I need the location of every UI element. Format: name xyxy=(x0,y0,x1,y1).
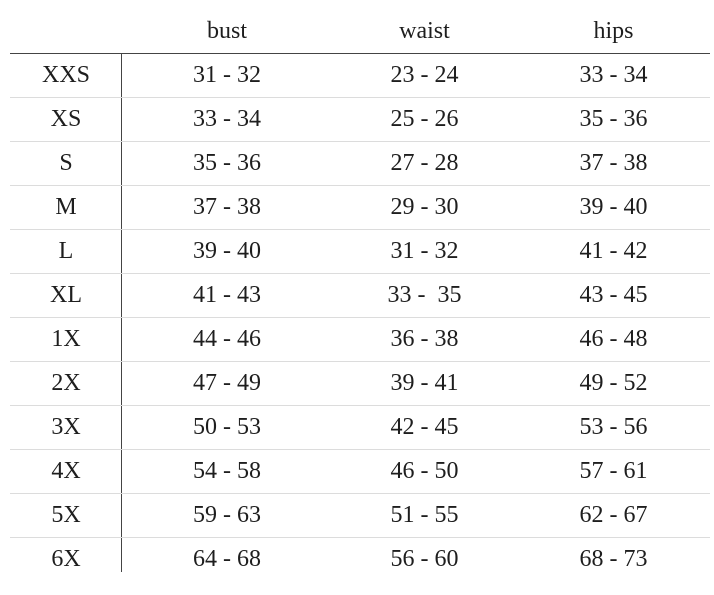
cell-size: XXS xyxy=(41,62,90,88)
cell-waist: 39 - 41 xyxy=(390,370,459,396)
cell-hips: 53 - 56 xyxy=(579,414,648,440)
table-row xyxy=(10,494,710,538)
cell-size: 4X xyxy=(51,458,81,484)
cell-hips: 33 - 34 xyxy=(579,62,648,88)
cell-waist: 23 - 24 xyxy=(390,62,459,88)
cell-bust: 31 - 32 xyxy=(193,62,261,88)
header-bust: bust xyxy=(206,18,247,44)
table-row xyxy=(10,142,710,186)
cell-hips: 43 - 45 xyxy=(579,282,648,308)
header-size xyxy=(10,10,122,53)
cell-size: 5X xyxy=(51,502,81,528)
cell-waist: 31 - 32 xyxy=(390,238,459,264)
cell-size: M xyxy=(55,194,77,220)
cell-waist: 33 - 35 xyxy=(387,282,462,308)
table-row xyxy=(10,362,710,406)
table-row xyxy=(10,538,710,581)
table-body xyxy=(10,54,710,581)
cell-hips: 37 - 38 xyxy=(579,150,648,176)
cell-bust: 33 - 34 xyxy=(193,106,261,132)
cell-waist: 25 - 26 xyxy=(390,106,459,132)
cell-size: 1X xyxy=(51,326,81,352)
table-row xyxy=(10,318,710,362)
table-row xyxy=(10,274,710,318)
header-waist: waist xyxy=(399,18,450,44)
cell-waist: 56 - 60 xyxy=(390,546,459,572)
cell-bust: 35 - 36 xyxy=(193,150,261,176)
cell-bust: 54 - 58 xyxy=(193,458,261,484)
header-hips: hips xyxy=(593,18,634,44)
cell-waist: 42 - 45 xyxy=(390,414,459,440)
table-row xyxy=(10,98,710,142)
cell-bust: 59 - 63 xyxy=(193,502,261,528)
cell-bust: 44 - 46 xyxy=(193,326,261,352)
table-row xyxy=(10,54,710,98)
table-row xyxy=(10,186,710,230)
cell-hips: 46 - 48 xyxy=(579,326,648,352)
cell-hips: 68 - 73 xyxy=(579,546,648,572)
cell-hips: 35 - 36 xyxy=(579,106,648,132)
cell-waist: 27 - 28 xyxy=(390,150,459,176)
cell-size: L xyxy=(58,238,74,264)
cell-hips: 39 - 40 xyxy=(579,194,648,220)
cell-size: XL xyxy=(50,282,82,308)
cell-size: 2X xyxy=(51,370,81,396)
cell-waist: 46 - 50 xyxy=(390,458,459,484)
table-row xyxy=(10,230,710,274)
cell-size: 3X xyxy=(51,414,81,440)
cell-bust: 37 - 38 xyxy=(193,194,261,220)
table-row xyxy=(10,406,710,450)
cell-size: 6X xyxy=(51,546,81,572)
cell-hips: 57 - 61 xyxy=(579,458,648,484)
cell-bust: 39 - 40 xyxy=(193,238,261,264)
cell-waist: 29 - 30 xyxy=(390,194,459,220)
table-header xyxy=(10,10,710,53)
cell-bust: 50 - 53 xyxy=(193,414,261,440)
cell-hips: 49 - 52 xyxy=(579,370,648,396)
cell-waist: 51 - 55 xyxy=(390,502,459,528)
cell-waist: 36 - 38 xyxy=(390,326,459,352)
cell-size: S xyxy=(59,150,73,176)
cell-hips: 41 - 42 xyxy=(579,238,648,264)
table-row xyxy=(10,450,710,494)
cell-bust: 64 - 68 xyxy=(193,546,261,572)
cell-size: XS xyxy=(50,106,82,132)
cell-bust: 41 - 43 xyxy=(193,282,261,308)
cell-bust: 47 - 49 xyxy=(193,370,261,396)
cell-hips: 62 - 67 xyxy=(579,502,648,528)
